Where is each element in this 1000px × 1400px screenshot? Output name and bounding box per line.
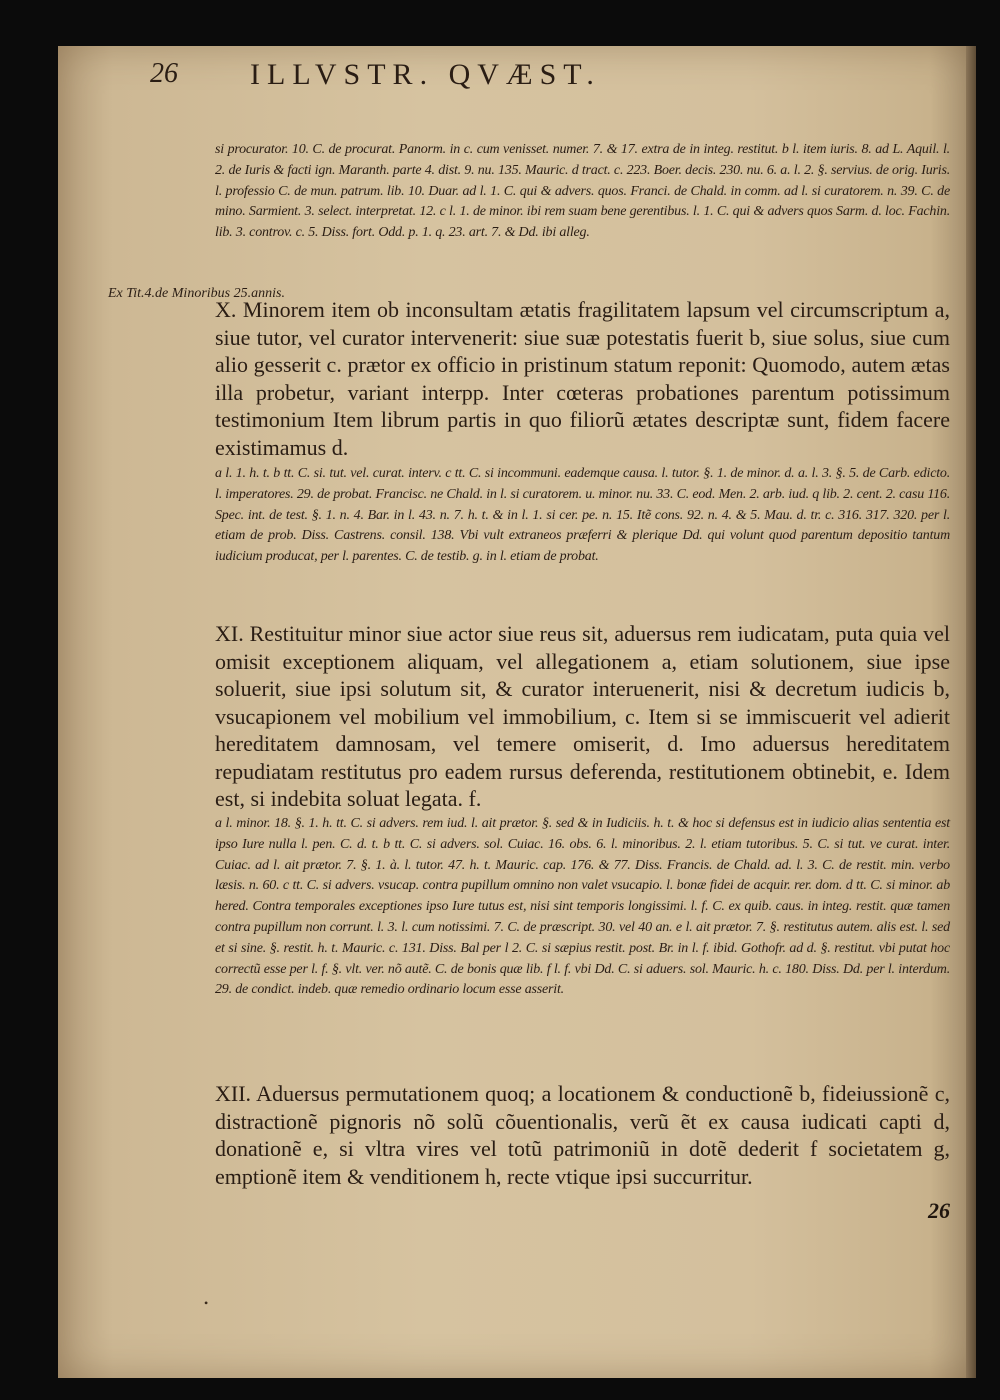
paragraph-text: XII. Aduersus permutationem quoq; a locationem & conductionẽ b, fideiussionẽ c, distractionẽ pignoris nõ solũ cõuentionalis, verũ ẽt ex causa iudicati capti d, donationẽ e, si vltra vires vel totũ patrimoniũ in dotẽ dederit f societatem g, emptionẽ item & venditionem h, recte vtique ipsi succurritur.: [215, 1081, 950, 1189]
page-number: 26: [150, 58, 178, 89]
paragraph-xii: [215, 1080, 950, 1190]
bottom-mark: •: [204, 1296, 209, 1310]
paragraph-text: XI. Restituitur minor siue actor siue reus sit, aduersus rem iudicatam, puta quia vel omisit exceptionem aliquam, vel allegationem a, etiam solutionem, siue ipse soluerit, siue ipsi solutum sit, & curator interuenerit, nisi & decretum iudicis b, vsucapionem vel mobilium vel immobilium, c. Item si se immiscuerit vel adierit hereditatem damnosam, vel temere omiserit, d. Imo aduersus hereditatem repudiatam restitutus pro eadem rursus deferenda, restitutionem obtinebit, e. Idem est, si indebita soluat legata. f.: [215, 621, 950, 811]
catchword: 26: [928, 1198, 950, 1223]
footnotes-block-1: [215, 140, 950, 244]
running-head: [150, 58, 930, 98]
footnote-text: si procurator. 10. C. de procurat. Panorm. in c. cum venisset. numer. 7. & 17. extra de in integ. restitut. b l. item iuris. 8. ad L. Aquil. l. 2. de Iuris & facti ign. Maranth. parte 4. dist. 9. nu. 135. Mauric. d tract. c. 223. Boer. decis. 230. nu. 6. a. l. 2. §. servius. de orig. Iuris. l. professio C. de mun. patrum. lib. 10. Duar. ad l. 1. C. qui & advers. quos. Franci. de Chald. in comm. ad l. si curatorem. n. 39. C. de mino. Sarmient. 3. select. interpretat. 12. c l. 1. de minor. ibi rem suam bene gerentibus. l. 1. C. qui & advers quos Sarm. d. loc. Fachin. lib. 3. controv. c. 5. Diss. fort. Odd. p. 1. q. 23. art. 7. & Dd. ibi alleg.: [215, 142, 950, 241]
footnote-text: a l. minor. 18. §. 1. h. tt. C. si advers. rem iud. l. ait prætor. §. sed & in Iudiciis. h. t. & hoc si defensus est in iudicio alias sententia est ipso Iure nulla l. pen. C. d. t. b tt. C. si advers. sol. Cuiac. 16. obs. 6. l. minoribus. 2. l. etiam tutoribus. 5. C. si tut. ve curat. inter. Cuiac. ad l. ait prætor. 7. §. 1. à. l. tutor. 47. h. t. Mauric. cap. 176. & 77. Diss. Francis. de Chald. ad. l. 3. C. de restit. min. verbo læsis. n. 60. c tt. C. si advers. vsucap. contra pupillum omnino non valet vsucapio. l. bonæ fidei de acquir. rer. dom. d tt. C. si minor. ab hered. Contra temporales exceptiones ipso Iure tutus est, nisi sint temporis longissimi. l. f. C. ex quib. caus. in integ. restit. quæ tamen contra pupillum non corrunt. l. 3. l. cum notissimi. 7. C. de præscript. 30. vel 40 an. e l. ait prætor. 7. §. restitutus autem. alis est. l. sed et si sine. §. restit. h. t. Mauric. c. 131. Diss. Bal per l 2. C. si sæpius restit. post. Br. in l. f. ibid. Gothofr. ad d. §. restitut. vbi putat hoc correctũ esse per l. f. §. vlt. ver. nõ autẽ. C. de bonis quæ lib. f l. f. vbi Dd. C. si aduers. sol. Mauric. h. c. 180. Diss. Dd. per l. interdum. 29. de condict. indeb. quæ remedio ordinario locum esse asserit.: [215, 816, 950, 998]
paragraph-xi: [215, 620, 950, 813]
running-title: ILLVSTR. QVÆST.: [250, 58, 601, 91]
paragraph-text: X. Minorem item ob inconsultam ætatis fragilitatem lapsum vel circumscriptum a, siue tutor, vel curator intervenerit: siue suæ potestatis fuerit b, siue solus, siue cum alio gesserit c. prætor ex officio in pristinum statum reponit: Quomodo, autem ætas illa probetur, variant interpp. Inter cœteras probationes parentum potissimum testimonium Item librum partis in quo filiorũ ætates descriptæ sunt, fidem facere existimamus d.: [215, 297, 950, 460]
margin-note: Ex Tit.4.de Minoribus 25.annis.: [108, 286, 285, 301]
paragraph-x: [215, 296, 950, 461]
footnote-text: a l. 1. h. t. b tt. C. si. tut. vel. curat. interv. c tt. C. si incommuni. eademque causa. l. tutor. §. 1. de minor. d. a. l. 3. §. 5. de Carb. edicto. l. imperatores. 29. de probat. Francisc. ne Chald. in l. si curatorem. u. minor. nu. 33. C. eod. Men. 2. arb. iud. q lib. 2. cent. 2. casu 116. Spec. int. de test. §. 1. n. 4. Bar. in l. 43. n. 7. h. t. & in l. 1. si cer. pe. n. 15. Itẽ cons. 92. n. 4. & 5. Mau. d. tr. c. 316. 317. 320. per l. etiam de prob. Diss. Castrens. consil. 138. Vbi vult extraneos præferri & plerique Dd. qui volunt quod parentum depositio tantum iudicium producat, per l. parentes. C. de testib. g. in l. etiam de probat.: [215, 466, 950, 565]
page-edge: [966, 46, 976, 1378]
footnotes-block-2: [215, 464, 950, 568]
footnotes-block-3: [215, 814, 950, 1001]
